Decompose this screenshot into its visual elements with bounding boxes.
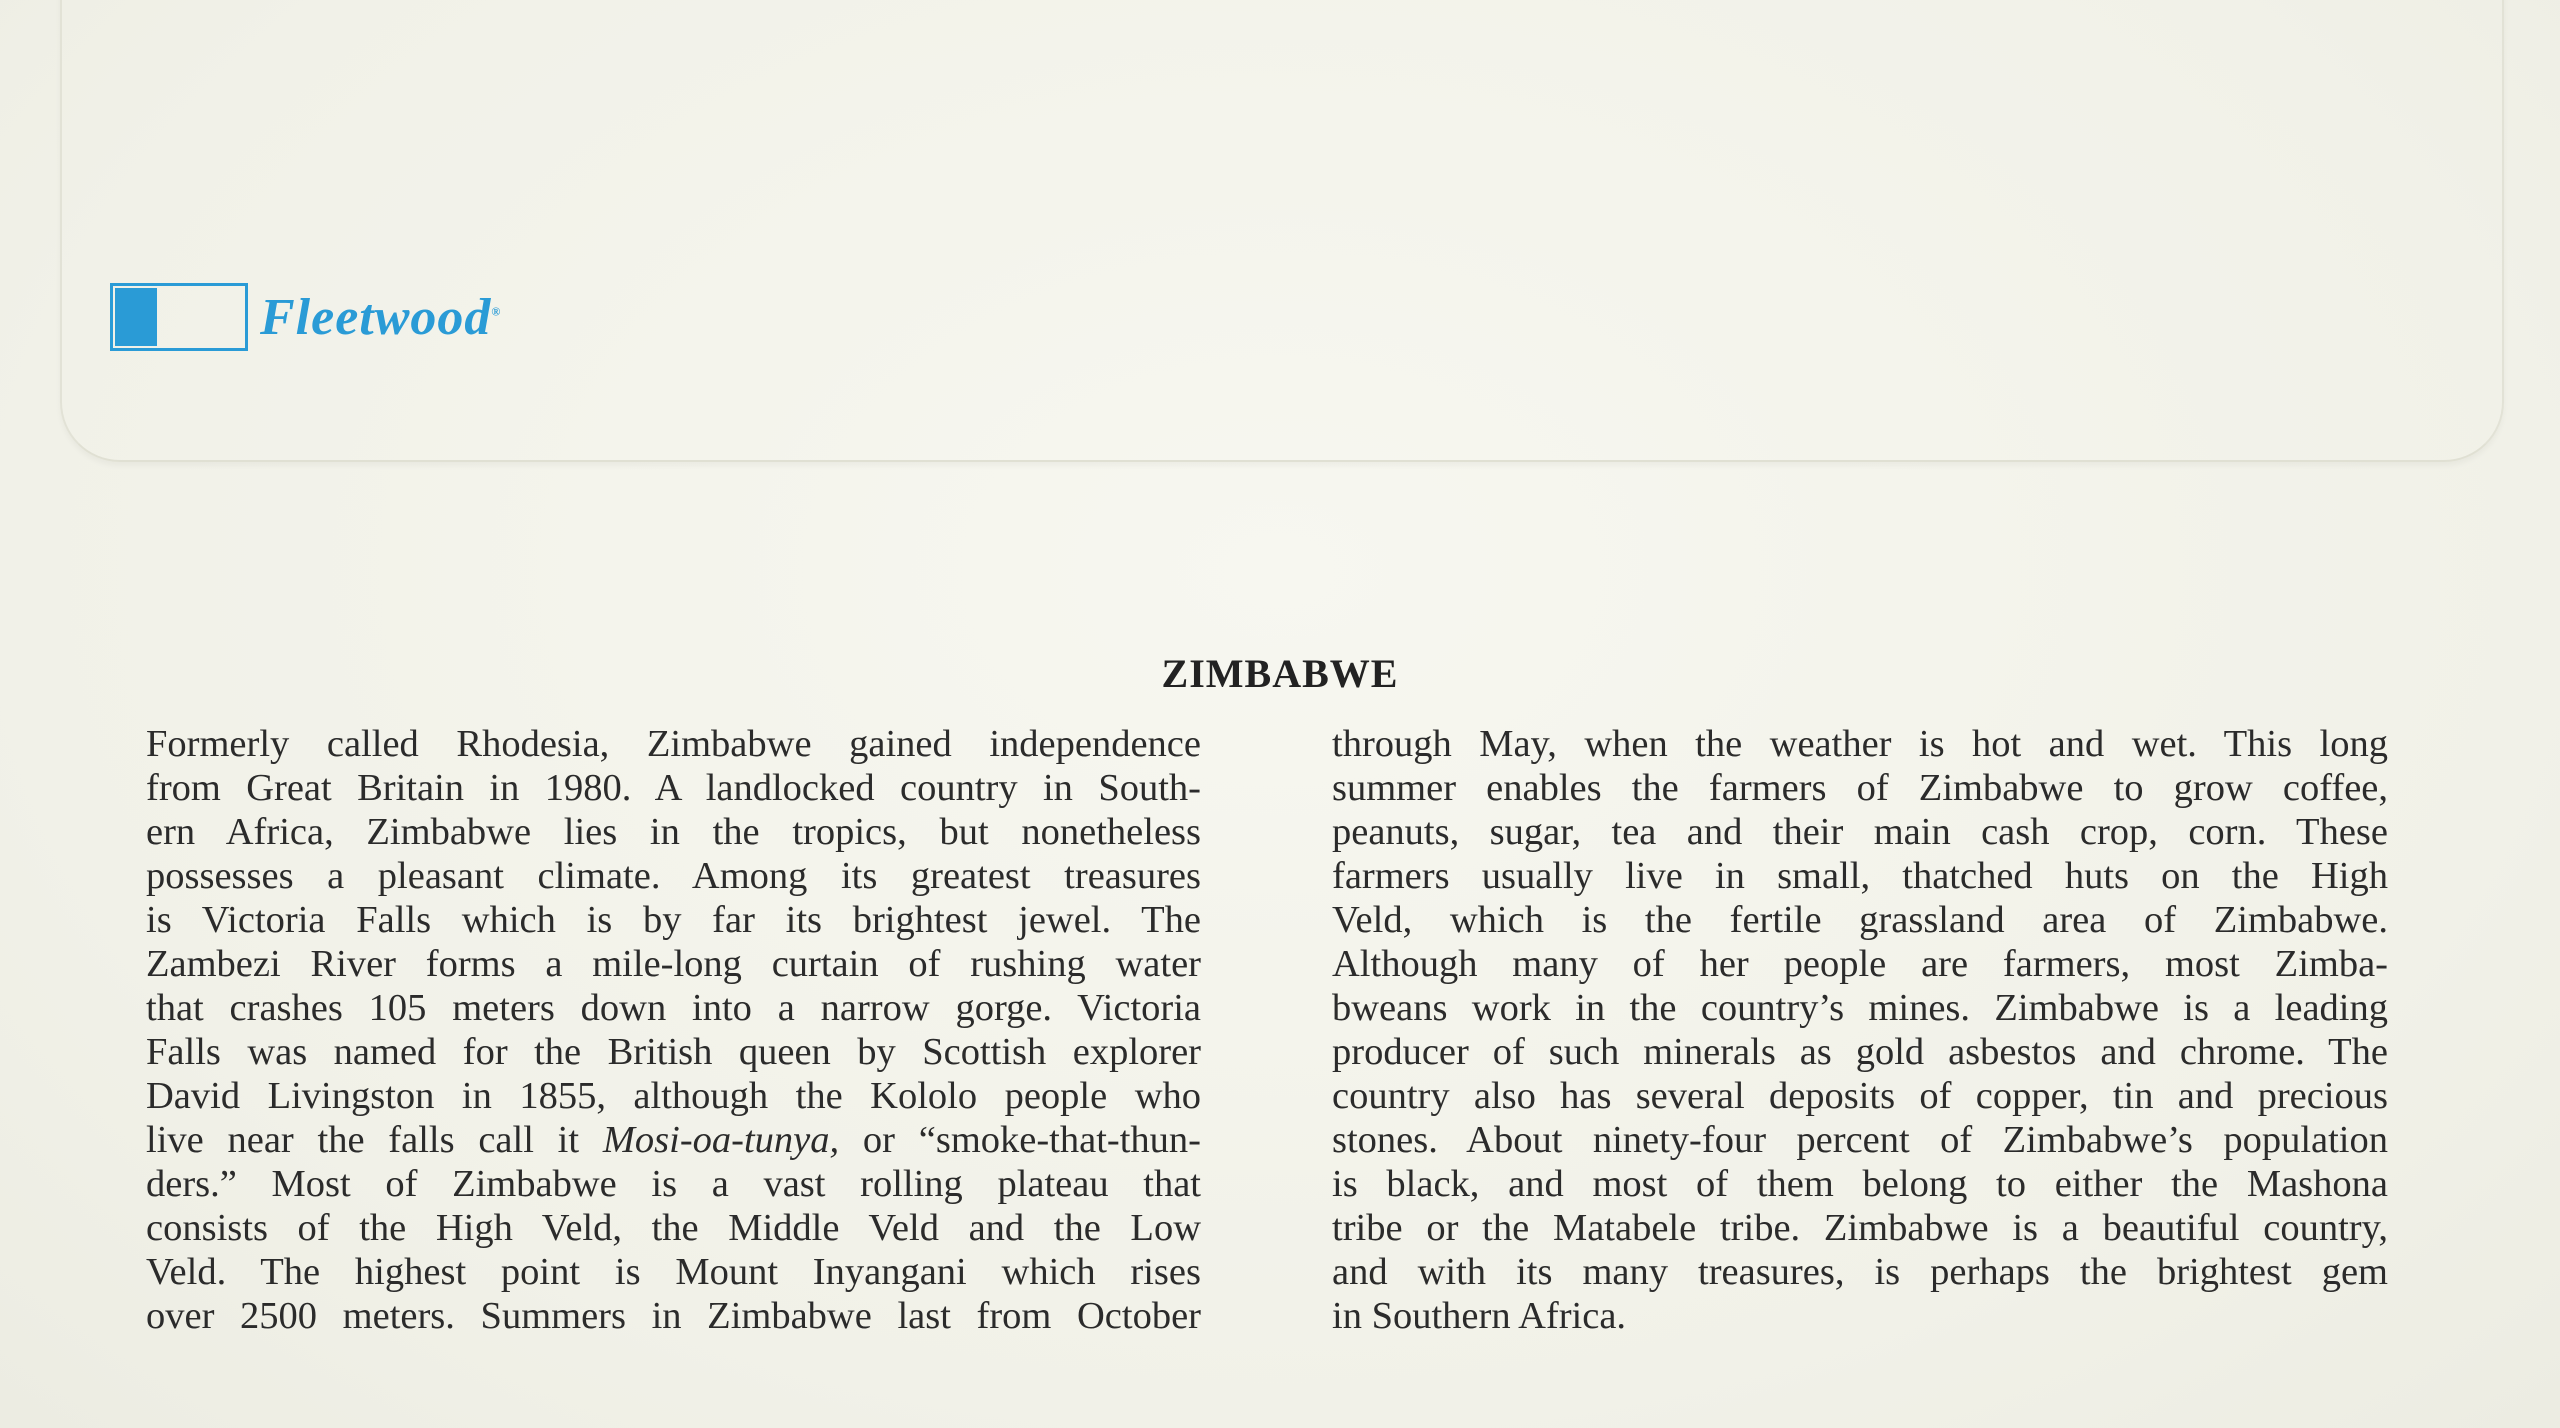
- text-fragment: live near the falls call it: [146, 1119, 603, 1161]
- text-line: Although many of her people are farmers, most Zimba-: [1332, 943, 2388, 985]
- text-line: summer enables the farmers of Zimbabwe to grow coffee,: [1332, 767, 2388, 809]
- text-fragment: or “smoke-that-thun-: [839, 1119, 1201, 1161]
- text-line: and with its many treasures, is perhaps the brightest gem: [1332, 1251, 2388, 1293]
- text-line: David Livingston in 1855, although the Kololo people who: [146, 1075, 1201, 1117]
- text-line: stones. About ninety-four percent of Zimbabwe’s population: [1332, 1119, 2388, 1161]
- text-line: that crashes 105 meters down into a narrow gorge. Victoria: [146, 987, 1201, 1029]
- text-line: tribe or the Matabele tribe. Zimbabwe is a beautiful country,: [1332, 1207, 2388, 1249]
- text-line: country also has several deposits of copper, tin and precious: [1332, 1075, 2388, 1117]
- envelope-flap: [60, 0, 2504, 462]
- brand-logo: [110, 282, 501, 352]
- text-line: in Southern Africa.: [1332, 1295, 1627, 1337]
- text-line: Veld. The highest point is Mount Inyangani which rises: [146, 1251, 1201, 1293]
- logo-box-icon: [110, 283, 248, 351]
- text-line: from Great Britain in 1980. A landlocked country in South-: [146, 767, 1201, 809]
- text-line: Zambezi River forms a mile-long curtain of rushing water: [146, 943, 1201, 985]
- text-line: producer of such minerals as gold asbestos and chrome. The: [1332, 1031, 2388, 1073]
- text-line: through May, when the weather is hot and wet. This long: [1332, 723, 2388, 765]
- text-line: bweans work in the country’s mines. Zimbabwe is a leading: [1332, 987, 2388, 1029]
- logo-wordmark: Fleetwood®: [260, 288, 502, 346]
- text-line: Formerly called Rhodesia, Zimbabwe gained independence: [146, 723, 1201, 765]
- text-column-right: [1332, 722, 2388, 1338]
- text-line: ern Africa, Zimbabwe lies in the tropics, but nonetheless: [146, 811, 1201, 853]
- text-column-left: [146, 722, 1201, 1338]
- text-line: over 2500 meters. Summers in Zimbabwe last from October: [146, 1295, 1201, 1337]
- text-line: consists of the High Veld, the Middle Veld and the Low: [146, 1207, 1201, 1249]
- text-line: Veld, which is the fertile grassland area of Zimbabwe.: [1332, 899, 2388, 941]
- text-line: is black, and most of them belong to either the Mashona: [1332, 1163, 2388, 1205]
- text-line: ders.” Most of Zimbabwe is a vast rolling plateau that: [146, 1163, 1201, 1205]
- italic-phrase: Mosi-oa-tunya,: [602, 1119, 840, 1161]
- page-title: ZIMBABWE: [1161, 651, 1399, 696]
- text-line: Falls was named for the British queen by Scottish explorer: [146, 1031, 1201, 1073]
- text-line: possesses a pleasant climate. Among its greatest treasures: [146, 855, 1201, 897]
- text-line: [146, 1118, 1201, 1162]
- text-line: is Victoria Falls which is by far its brightest jewel. The: [146, 899, 1201, 941]
- text-line: farmers usually live in small, thatched huts on the High: [1332, 855, 2388, 897]
- text-line: peanuts, sugar, tea and their main cash crop, corn. These: [1332, 811, 2388, 853]
